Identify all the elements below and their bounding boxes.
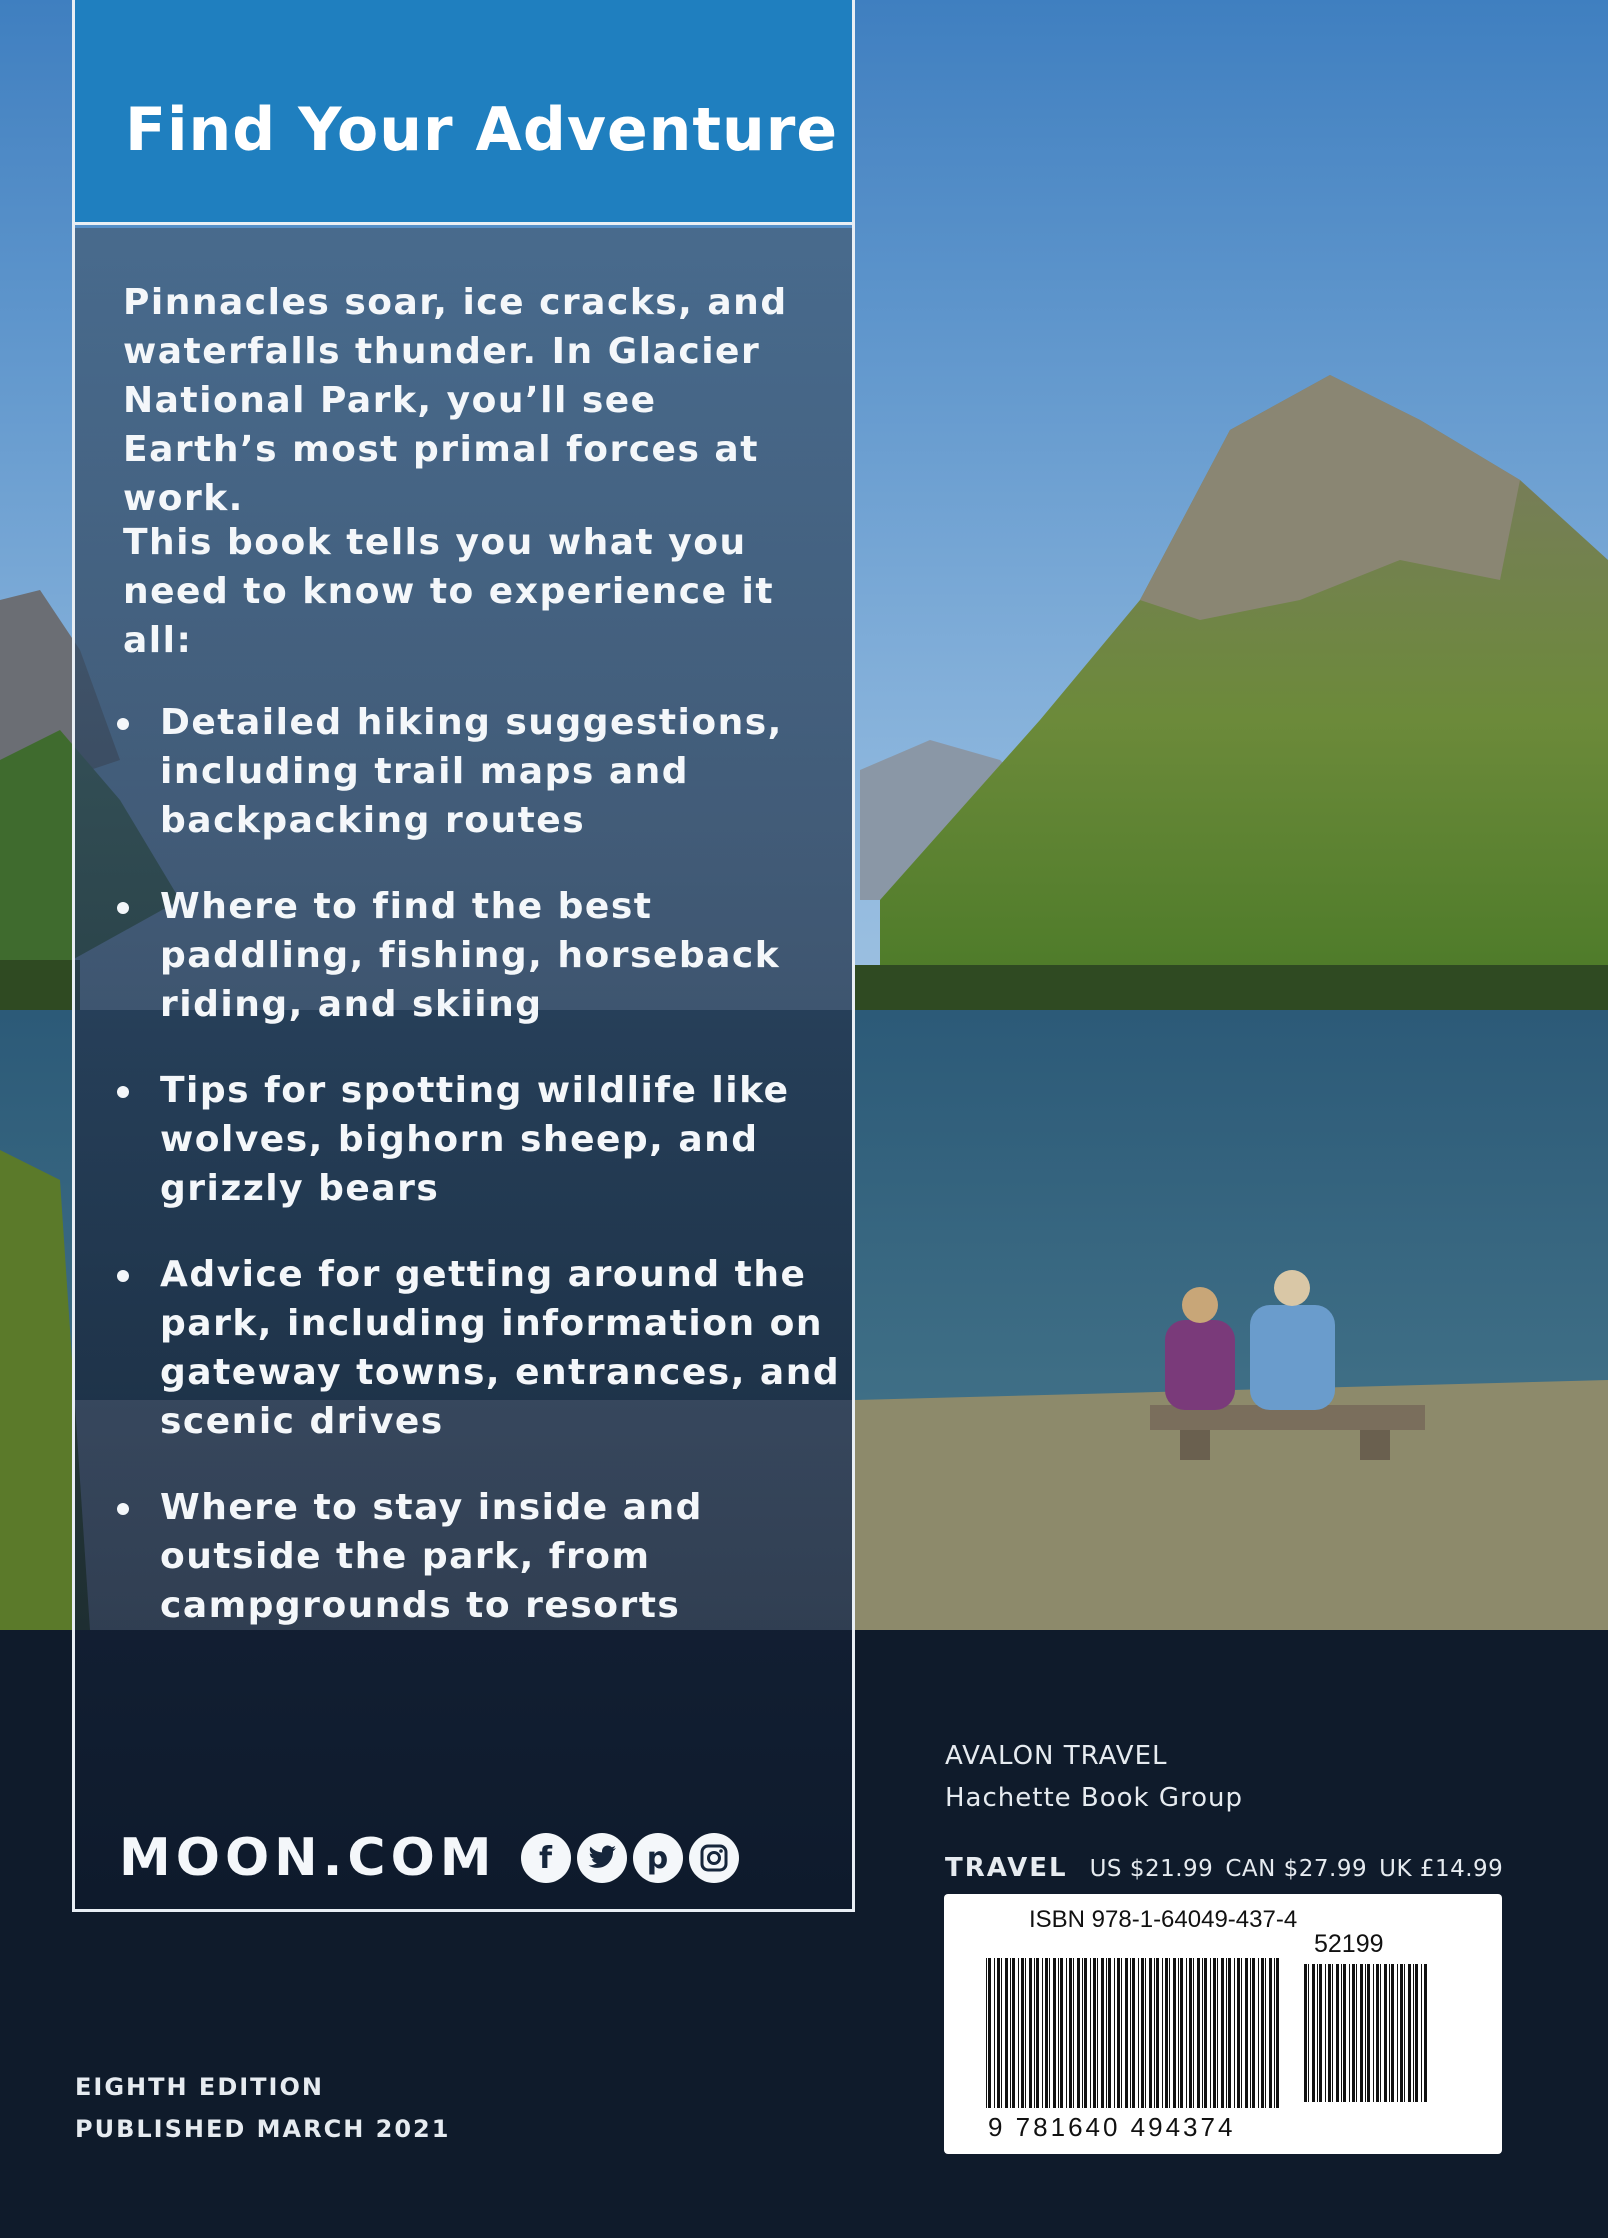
barcode-box (944, 1894, 1502, 2154)
isbn-label: ISBN 978-1-64049-437-4 (1029, 1906, 1298, 1933)
list-item: Advice for getting around the park, including information on gateway towns, entrances, and scenic drives (105, 1250, 845, 1446)
price-barcode (1302, 1964, 1432, 2104)
panel-header (75, 0, 852, 225)
edition-info (75, 2066, 450, 2150)
website-row (119, 1828, 745, 1888)
twitter-icon[interactable] (577, 1833, 627, 1883)
list-item: Detailed hiking suggestions, including trail maps and backpacking routes (105, 698, 845, 845)
publisher-info (945, 1735, 1243, 1819)
publish-date: PUBLISHED MARCH 2021 (75, 2115, 451, 2143)
instagram-icon[interactable] (689, 1833, 739, 1883)
price-us: US $21.99 (1089, 1856, 1214, 1882)
list-item: Where to find the best paddling, fishing, horseback riding, and skiing (105, 882, 845, 1029)
isbn-digits: 9 781640 494374 (988, 2112, 1236, 2142)
description-panel (72, 0, 855, 1912)
bullet-icon (117, 718, 129, 730)
bullet-icon (117, 902, 129, 914)
facebook-icon[interactable]: f (521, 1833, 571, 1883)
list-item: Tips for spotting wildlife like wolves, bighorn sheep, and grizzly bears (105, 1066, 845, 1213)
intro-paragraph: Pinnacles soar, ice cracks, and waterfalls thunder. In Glacier National Park, you’ll see Earth’s most primal forces at work. (123, 282, 788, 519)
intro-paragraph-2: This book tells you what you need to know to experience it all: (123, 522, 775, 661)
edition-label: EIGHTH EDITION (75, 2073, 324, 2101)
price-can: CAN $27.99 (1225, 1856, 1368, 1882)
price-code: 52199 (1314, 1930, 1384, 1958)
bullet-icon (117, 1503, 129, 1515)
price-row (945, 1853, 1515, 1883)
feature-list (105, 698, 845, 1667)
website-link[interactable]: MOON.COM (119, 1828, 497, 1888)
isbn-barcode (984, 1958, 1284, 2113)
category-label: TRAVEL (945, 1853, 1068, 1883)
list-item: Where to stay inside and outside the park, from campgrounds to resorts (105, 1483, 845, 1630)
publisher-group: Hachette Book Group (945, 1783, 1244, 1813)
panel-body (75, 228, 852, 1909)
bullet-icon (117, 1086, 129, 1098)
pinterest-icon[interactable]: p (633, 1833, 683, 1883)
publisher-name: AVALON TRAVEL (945, 1741, 1168, 1771)
price-uk: UK £14.99 (1379, 1856, 1504, 1882)
bullet-icon (117, 1270, 129, 1282)
panel-title: Find Your Adventure (125, 95, 839, 165)
